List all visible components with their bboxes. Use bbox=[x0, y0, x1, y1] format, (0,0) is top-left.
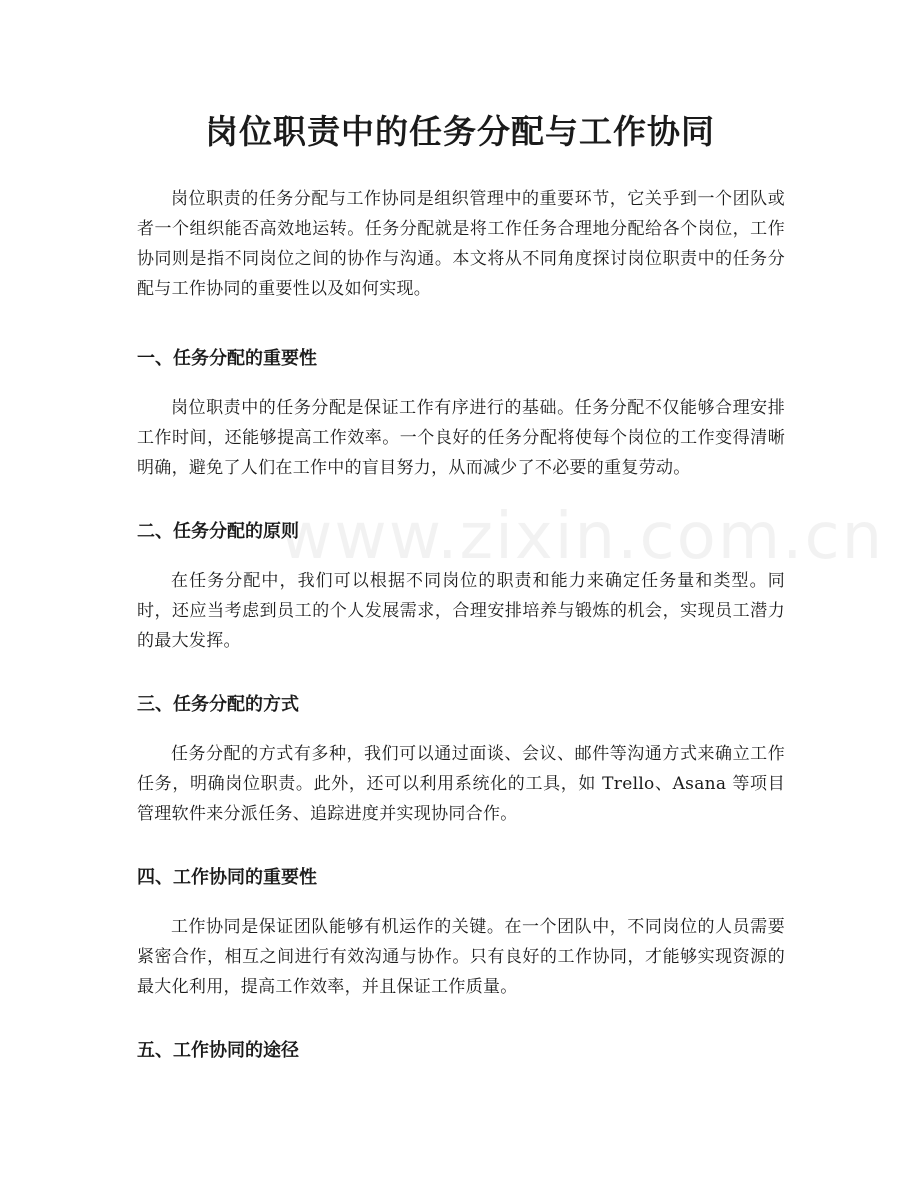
section-heading-3: 三、任务分配的方式 bbox=[137, 694, 299, 715]
watermark: www.zixin.com.cn bbox=[280, 500, 885, 574]
section-heading-5: 五、工作协同的途径 bbox=[137, 1040, 299, 1061]
section-heading-1: 一、任务分配的重要性 bbox=[137, 348, 317, 369]
section-heading-4: 四、工作协同的重要性 bbox=[137, 867, 317, 888]
document-title: 岗位职责中的任务分配与工作协同 bbox=[205, 112, 715, 151]
section-heading-2: 二、任务分配的原则 bbox=[137, 521, 299, 542]
section-body-1: 岗位职责中的任务分配是保证工作有序进行的基础。任务分配不仅能够合理安排工作时间，还能够提高工作效率。一个良好的任务分配将使每个岗位的工作变得清晰明确，避免了人们在工作中的盲目努力，从而减少了不必要的重复劳动。 bbox=[137, 398, 785, 478]
section-body-4: 工作协同是保证团队能够有机运作的关键。在一个团队中，不同岗位的人员需要紧密合作，相互之间进行有效沟通与协作。只有良好的工作协同，才能够实现资源的最大化利用，提高工作效率，并且保证工作质量。 bbox=[137, 917, 785, 997]
intro-paragraph: 岗位职责的任务分配与工作协同是组织管理中的重要环节，它关乎到一个团队或者一个组织能否高效地运转。任务分配就是将工作任务合理地分配给各个岗位，工作协同则是指不同岗位之间的协作与沟通。本文将从不同角度探讨岗位职责中的任务分配与工作协同的重要性以及如何实现。 bbox=[137, 189, 785, 299]
section-body-2: 在任务分配中，我们可以根据不同岗位的职责和能力来确定任务量和类型。同时，还应当考虑到员工的个人发展需求，合理安排培养与锻炼的机会，实现员工潜力的最大发挥。 bbox=[137, 571, 785, 651]
section-body-3: 任务分配的方式有多种，我们可以通过面谈、会议、邮件等沟通方式来确立工作任务，明确岗位职责。此外，还可以利用系统化的工具，如 Trello、Asana 等项目管理软件来分派任务、追踪进度并实现协同合作。 bbox=[137, 744, 785, 824]
